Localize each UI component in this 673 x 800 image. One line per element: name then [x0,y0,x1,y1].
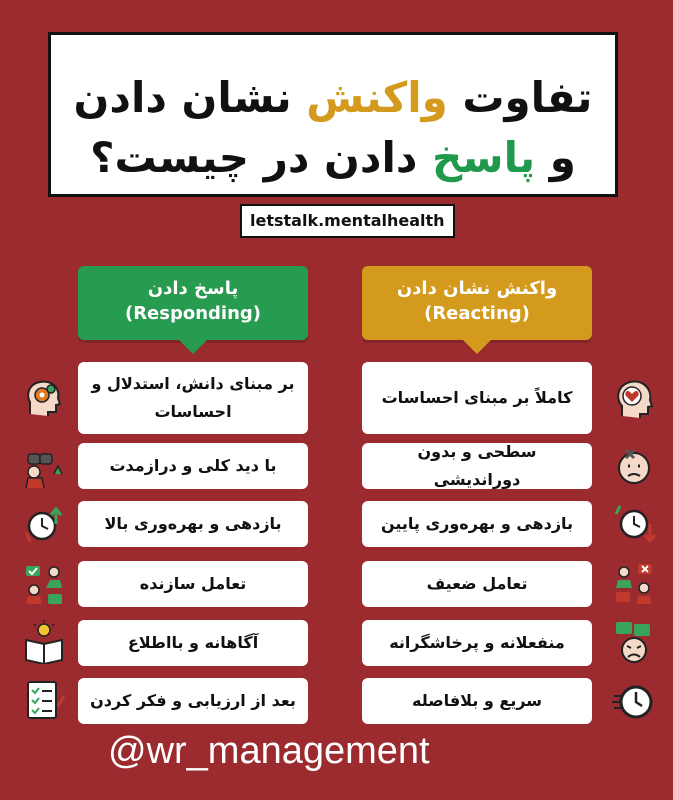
confused-face-icon [612,444,656,488]
responding-item: تعامل سازنده [78,561,308,607]
checklist-icon [22,678,66,722]
reacting-item: کاملاً بر مبنای احساسات [362,362,592,434]
responding-item: بر مبنای دانش، استدلال و احساسات [78,362,308,434]
responding-header [78,266,308,340]
heart-head-icon [612,376,656,420]
reacting-heading: واکنش نشان دادن [396,278,558,299]
responding-item: آگاهانه و بااطلاع [78,620,308,666]
responding-heading-en: (Responding) [124,303,262,324]
binoculars-icon [22,444,66,488]
angry-face-icon [612,620,656,664]
reacting-header [362,266,592,340]
responding-item: بعد از ارزیابی و فکر کردن [78,678,308,724]
brain-gear-icon [22,376,66,420]
reacting-item: سریع و بلافاصله [362,678,592,724]
reacting-heading-en: (Reacting) [424,303,530,324]
title-line-1: تفاوت واکنش نشان دادن [73,73,593,122]
clock-down-icon [612,502,656,546]
responding-item: با دید کلی و درازمدت [78,443,308,489]
clock-up-icon [22,502,66,546]
title-line-2: و پاسخ دادن در چیست؟ [90,133,576,182]
reacting-item: منفعلانه و پرخاشگرانه [362,620,592,666]
responding-heading: پاسخ دادن [147,278,239,299]
team-cross-icon [612,562,656,606]
responding-item: بازدهی و بهره‌وری بالا [78,501,308,547]
reacting-item: سطحی و بدون دوراندیشی [362,443,592,489]
source-handle: letstalk.mentalhealth [240,204,455,238]
reacting-item: تعامل ضعیف [362,561,592,607]
book-idea-icon [22,620,66,664]
title-accent-responding: پاسخ [432,133,536,182]
stopwatch-icon [612,678,656,722]
reacting-item: بازدهی و بهره‌وری پایین [362,501,592,547]
team-check-icon [22,562,66,606]
title-box [48,32,618,197]
title-accent-reacting: واکنش [306,73,448,122]
footer-handle: @wr_management [108,730,430,772]
